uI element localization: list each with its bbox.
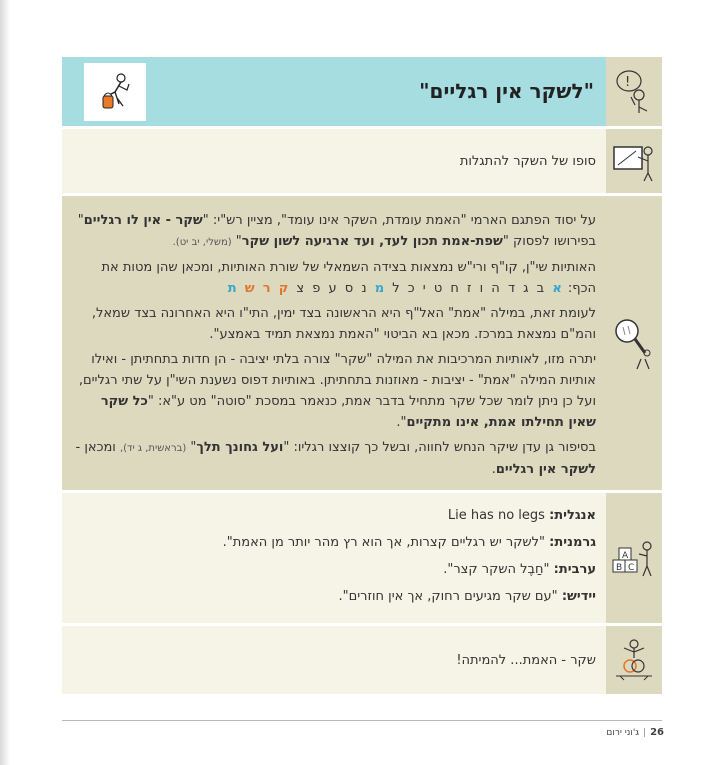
abc-blocks-icon bbox=[609, 534, 659, 582]
svg-text:A: A bbox=[622, 551, 629, 561]
alphabet-letter-mem: מ bbox=[374, 281, 387, 296]
text-run: על יסוד הפתגם הארמי "האמת עומדת, השקר אינו עומד", מציין רש"י: " bbox=[202, 213, 596, 228]
language-english bbox=[72, 505, 596, 526]
footer-separator: | bbox=[643, 728, 647, 738]
language-label: ערבית: bbox=[553, 562, 596, 577]
svg-text:B: B bbox=[616, 563, 623, 573]
bold-run: ועל גחונך תלך bbox=[196, 440, 284, 455]
language-label: יידיש: bbox=[561, 589, 596, 604]
author-name: ג'וני ירום bbox=[606, 728, 640, 738]
footer bbox=[606, 727, 664, 738]
source-reference: (משלי, יב יט). bbox=[172, 237, 232, 248]
text-run: " bbox=[186, 440, 197, 455]
language-arabic bbox=[72, 559, 596, 580]
svg-text:!: ! bbox=[625, 74, 631, 90]
alphabet-letter-tav: ת bbox=[227, 281, 239, 296]
alphabet-letters: ב ג ד ה ו ז ח ט י כ ל bbox=[392, 281, 547, 296]
bold-run: שפת-אמת תכון לעד, ועד ארגיעה לשון שקר bbox=[241, 234, 503, 249]
svg-text:C: C bbox=[628, 563, 635, 573]
title-icon-cell bbox=[606, 57, 662, 126]
magnifying-glass-icon bbox=[611, 313, 657, 373]
bold-run: לשקר אין רגליים bbox=[495, 462, 596, 477]
language-yiddish bbox=[72, 586, 596, 607]
bold-run: כל שקר שאין תחילתו אמת, אינו מתקיים bbox=[100, 394, 596, 430]
page-edge-shadow bbox=[0, 0, 10, 765]
text-run: בסיפור גן עדן שיקר הנחש לחווה, ובשל כך קוצצו רגליו: " bbox=[283, 440, 596, 455]
language-label: גרמנית: bbox=[549, 535, 596, 550]
origin-text: סופו של השקר להתגלות bbox=[62, 129, 606, 193]
source-reference: (בראשית, ג יד), bbox=[119, 443, 187, 454]
text-run: האותיות שי"ן, קו"ף ורי"ש נמצאות בצידה השמאלי של שורת האותיות, ומכאן שהן מטות את הכף: bbox=[101, 260, 596, 296]
explanation-paragraph-4 bbox=[72, 349, 596, 433]
explanation-paragraph-2 bbox=[72, 257, 596, 299]
text-run: . bbox=[491, 462, 496, 477]
alphabet-row bbox=[228, 281, 564, 296]
languages-row bbox=[62, 493, 662, 626]
language-german bbox=[72, 532, 596, 553]
language-translation: "לשקר יש רגליים קצרות, אך הוא רץ מהר יותר מן האמת". bbox=[222, 535, 546, 550]
text-run: ". bbox=[396, 415, 407, 430]
languages-list bbox=[62, 493, 606, 623]
language-translation: "חַבֶל השקר קצר". bbox=[443, 562, 550, 577]
origin-icon-cell bbox=[606, 129, 662, 193]
explanation-text bbox=[62, 196, 606, 490]
alphabet-letter-qof: ק bbox=[278, 281, 291, 296]
tangled-figure-icon bbox=[610, 636, 658, 684]
summary-text: שקר - האמת... להמיתה! bbox=[62, 626, 606, 694]
explanation-icon-cell bbox=[606, 196, 662, 490]
summary-row bbox=[62, 626, 662, 697]
language-translation: "עם שקר מגיעים רחוק, אך אין חוזרים". bbox=[338, 589, 558, 604]
explanation-row bbox=[62, 196, 662, 493]
alphabet-letter-alef: א bbox=[552, 281, 564, 296]
explanation-paragraph-1 bbox=[72, 210, 596, 253]
bold-run: שקר - אין לו רגליים bbox=[83, 213, 203, 228]
text-run: " bbox=[231, 234, 242, 249]
explanation-paragraph-5 bbox=[72, 437, 596, 480]
text-run: ומכאן - bbox=[75, 440, 120, 455]
footer-divider bbox=[62, 720, 662, 721]
page-number: 26 bbox=[650, 727, 664, 738]
origin-row bbox=[62, 129, 662, 196]
language-translation: Lie has no legs bbox=[447, 508, 545, 523]
explanation-paragraph-3: לעומת זאת, במילה "אמת" האל"ף היא הראשונה בצד ימין, התי"ו היא האחרונה בצד שמאל, והמ"ם נמצאת במרכז. מכאן בא הביטוי "האמת נמצאת תמיד באמצע". bbox=[91, 306, 596, 342]
man-with-bucket-illustration bbox=[84, 63, 146, 121]
alphabet-letter-shin: ש bbox=[244, 281, 257, 296]
text-run: " בפירושו לפסוק " bbox=[77, 213, 596, 249]
summary-icon-cell bbox=[606, 626, 662, 694]
languages-icon-cell bbox=[606, 493, 662, 623]
language-label: אנגלית: bbox=[549, 508, 596, 523]
proverb-page bbox=[62, 57, 662, 697]
alphabet-letters: נ ס ע פ צ bbox=[296, 281, 369, 296]
alphabet-letter-resh: ר bbox=[262, 281, 273, 296]
page-title: "לשקר אין רגליים" bbox=[419, 79, 594, 103]
exclamation-thinker-icon bbox=[611, 67, 657, 117]
title-bar bbox=[62, 57, 606, 126]
presentation-board-icon bbox=[610, 139, 658, 183]
text-run: יתרה מזו, לאותיות המרכיבות את המילה "שקר" צורה בלתי יציבה - הן חדות בתחתיתן - ואילו אותיות המילה "אמת" - יציבות - מאוזנות בתחתיתן. באותיות דפוס נשענת השי"ן על שתי רגליים, ועל כן ניתן לומר שכל שקר מתחיל בדבר אמת, כנאמר במסכת "סוטה" מט ע"א: " bbox=[78, 352, 596, 409]
title-row bbox=[62, 57, 662, 129]
